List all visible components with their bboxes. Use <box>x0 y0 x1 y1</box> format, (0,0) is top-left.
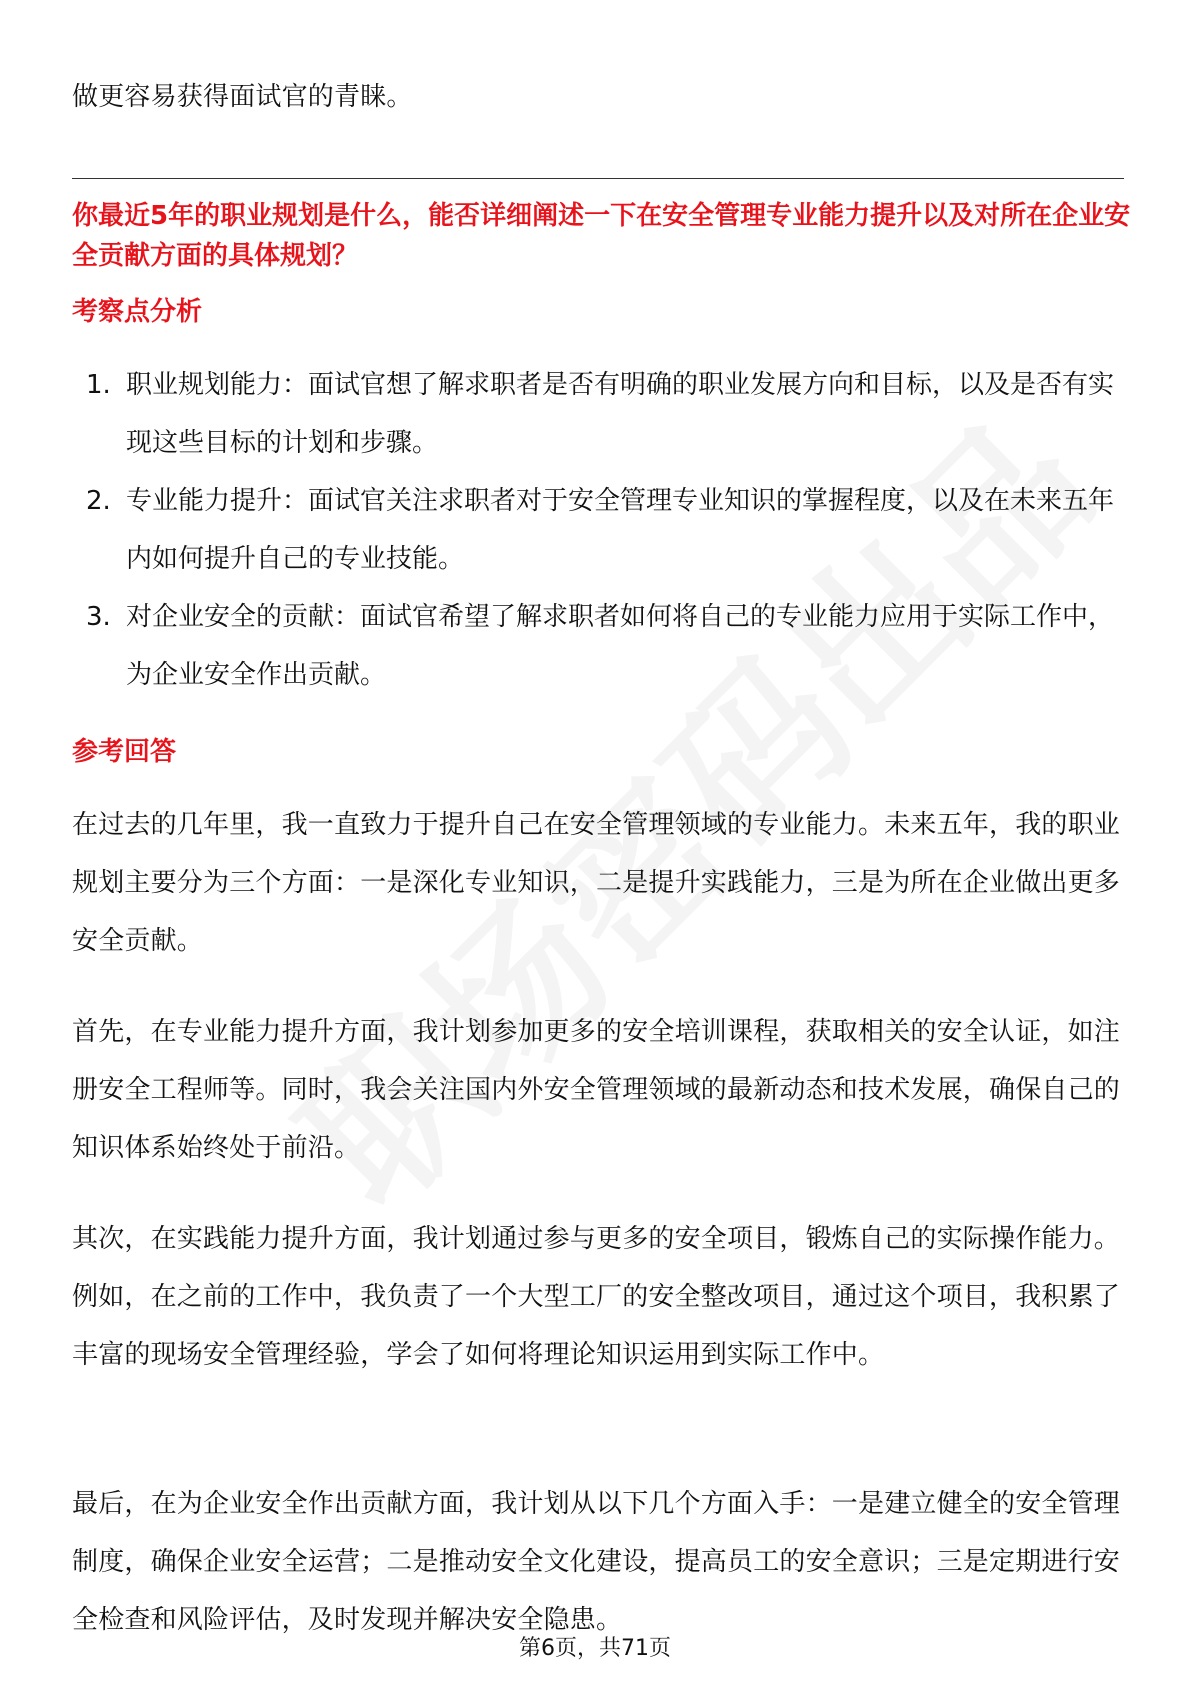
analysis-list <box>72 356 1132 704</box>
page-number-footer: 第6页，共71页 <box>519 1636 671 1661</box>
list-item <box>72 472 1132 588</box>
list-item-number: 2. <box>86 486 111 516</box>
answer-paragraph: 首先，在专业能力提升方面，我计划参加更多的安全培训课程，获取相关的安全认证，如注册安全工程师等。同时，我会关注国内外安全管理领域的最新动态和技术发展，确保自己的知识体系始终处于前沿。 <box>72 1017 1121 1163</box>
list-item <box>72 588 1132 704</box>
list-item-number: 1. <box>86 370 111 400</box>
answer-paragraph: 在过去的几年里，我一直致力于提升自己在安全管理领域的专业能力。未来五年，我的职业规划主要分为三个方面：一是深化专业知识，二是提升实践能力，三是为所在企业做出更多安全贡献。 <box>72 810 1121 956</box>
answer-heading: 参考回答 <box>72 737 177 767</box>
list-item-number: 3. <box>86 602 111 632</box>
section-divider <box>72 178 1124 179</box>
list-item-text: 职业规划能力：面试官想了解求职者是否有明确的职业发展方向和目标，以及是否有实现这些目标的计划和步骤。 <box>126 370 1115 458</box>
list-item-text: 专业能力提升：面试官关注求职者对于安全管理专业知识的掌握程度，以及在未来五年内如何提升自己的专业技能。 <box>126 486 1115 574</box>
list-item <box>72 356 1132 472</box>
question-title: 你最近5年的职业规划是什么，能否详细阐述一下在安全管理专业能力提升以及对所在企业安全贡献方面的具体规划？ <box>72 201 1131 271</box>
analysis-heading: 考察点分析 <box>72 297 203 327</box>
answer-paragraph: 最后，在为企业安全作出贡献方面，我计划从以下几个方面入手：一是建立健全的安全管理制度，确保企业安全运营；二是推动安全文化建设，提高员工的安全意识；三是定期进行安全检查和风险评估，及时发现并解决安全隐患。 <box>72 1489 1121 1635</box>
intro-tail-paragraph: 做更容易获得面试官的青睐。 <box>72 82 413 112</box>
answer-paragraph: 其次，在实践能力提升方面，我计划通过参与更多的安全项目，锻炼自己的实际操作能力。例如，在之前的工作中，我负责了一个大型工厂的安全整改项目，通过这个项目，我积累了丰富的现场安全管理经验，学会了如何将理论知识运用到实际工作中。 <box>72 1224 1121 1370</box>
list-item-text: 对企业安全的贡献：面试官希望了解求职者如何将自己的专业能力应用于实际工作中，为企业安全作出贡献。 <box>126 602 1115 690</box>
